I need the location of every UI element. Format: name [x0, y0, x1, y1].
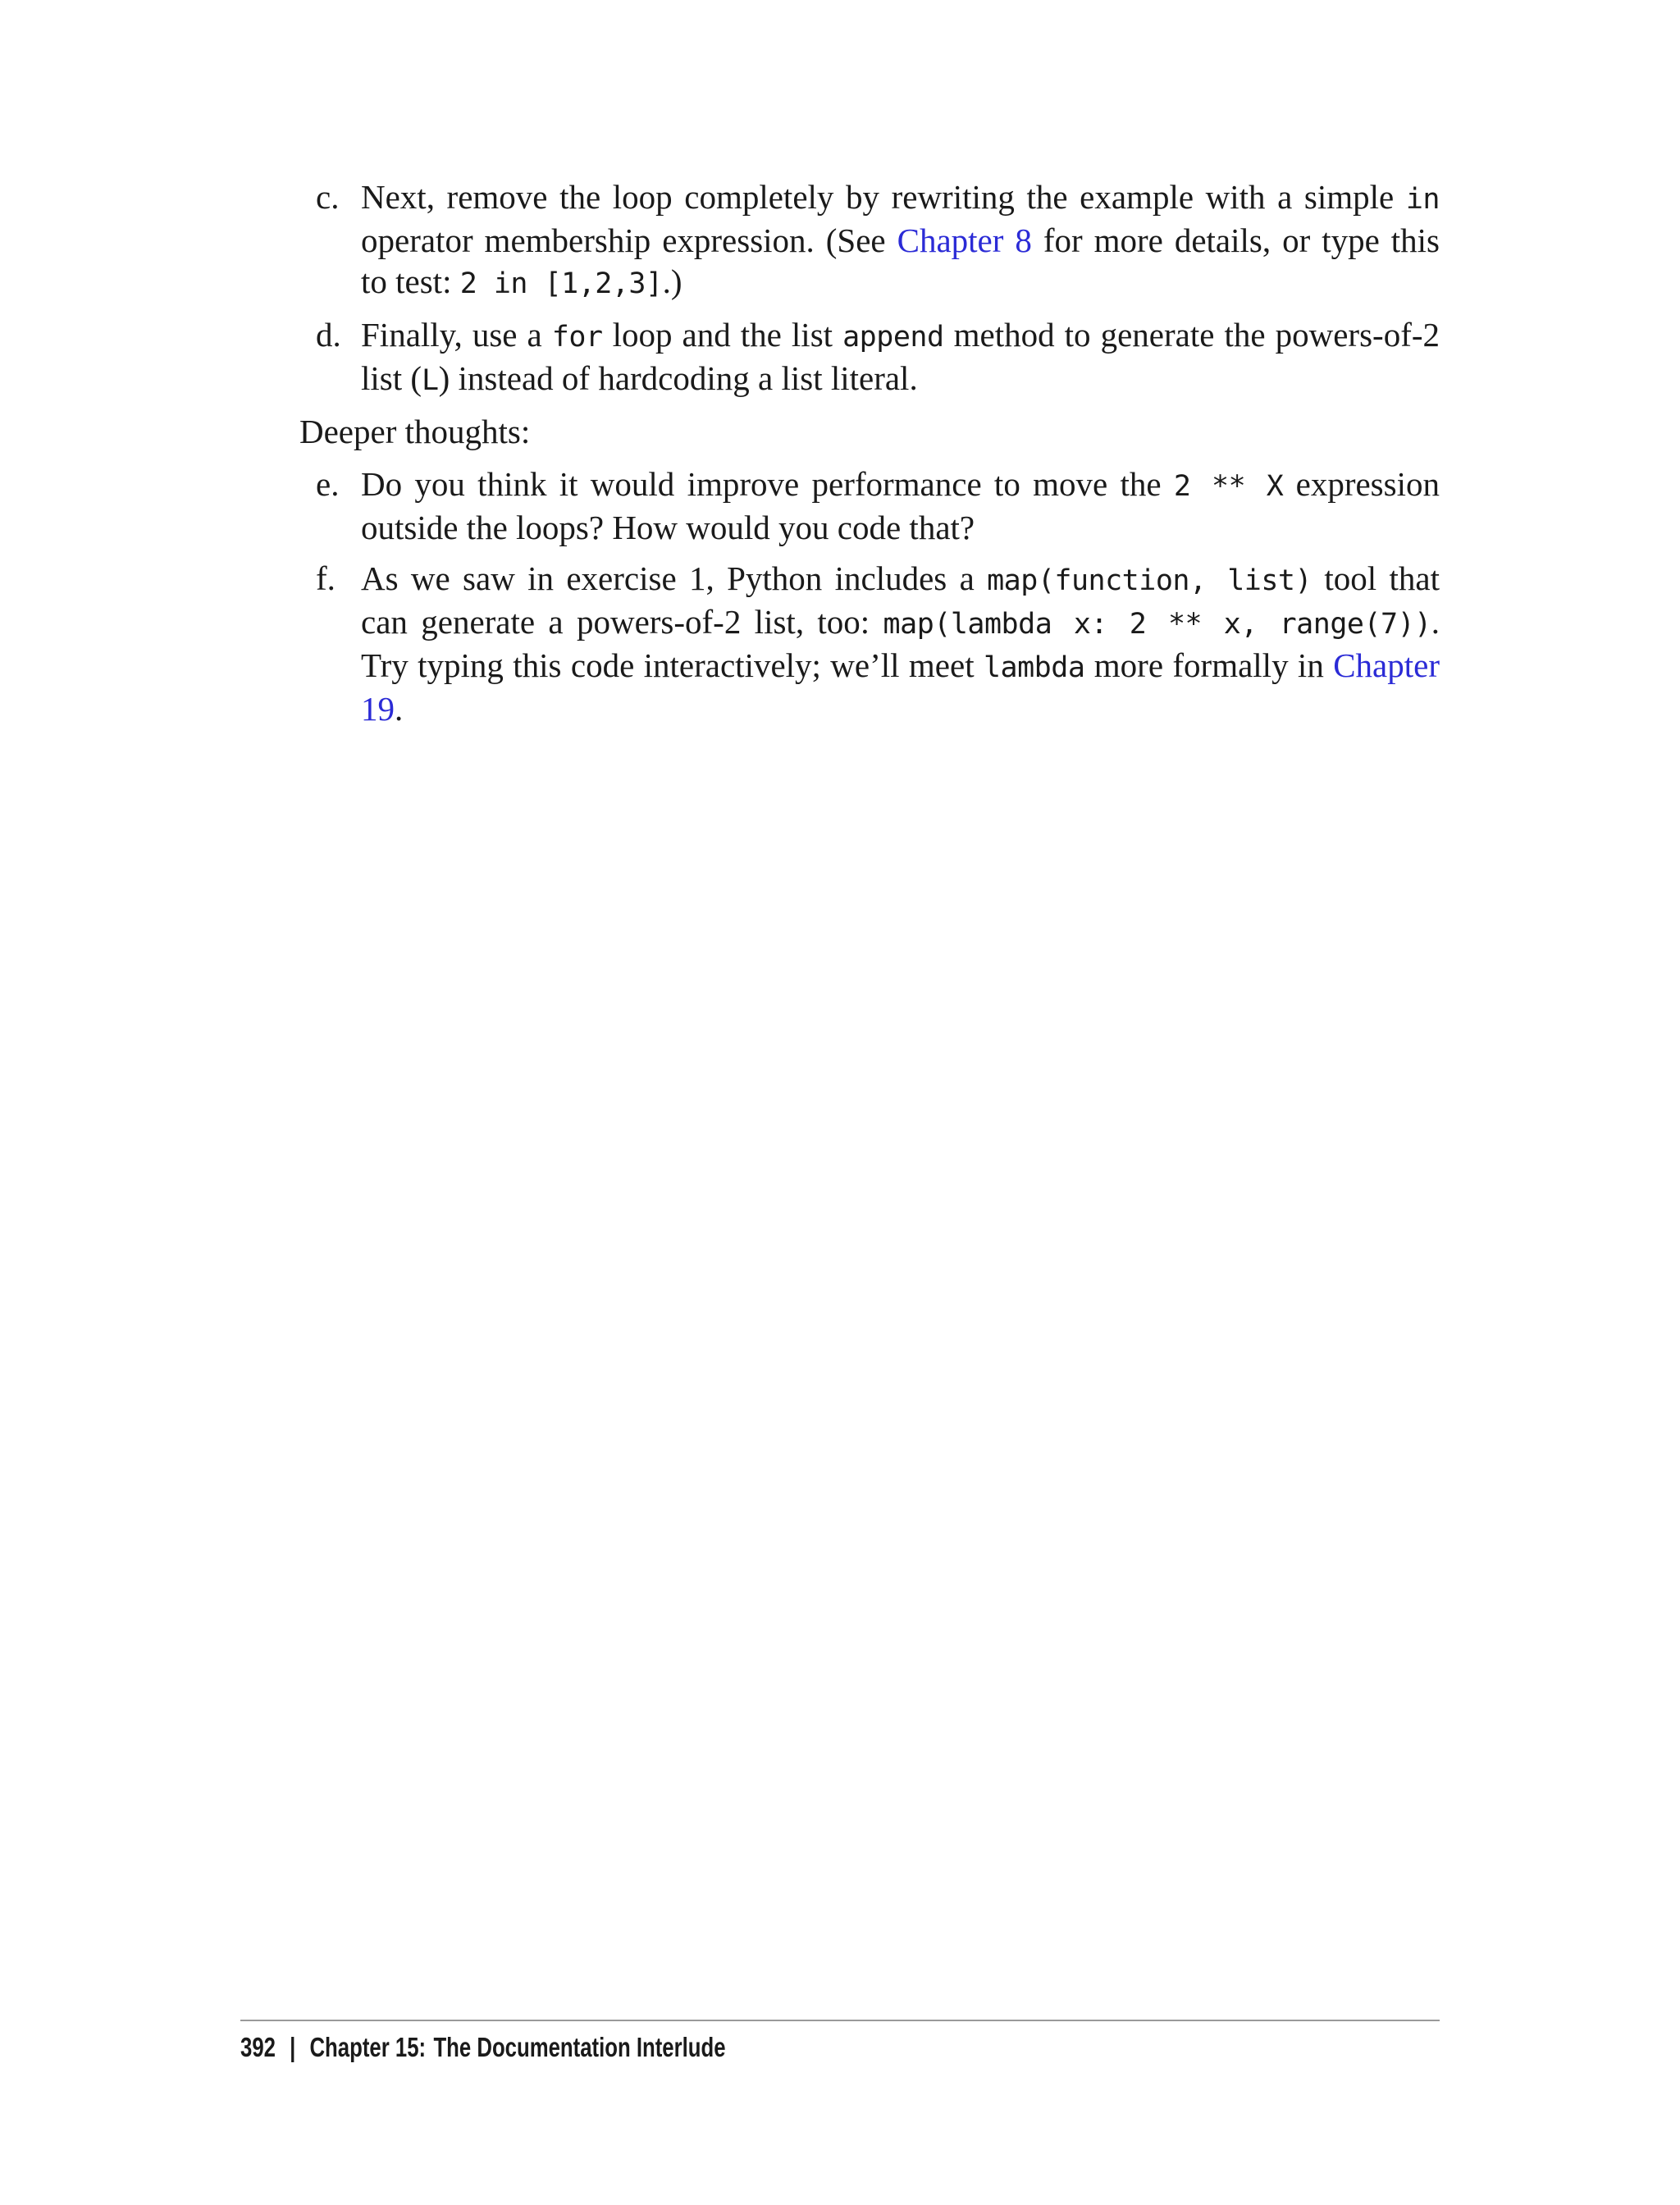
list-item-c [299, 176, 1440, 304]
text-run: ) instead of hardcoding a list literal. [438, 359, 918, 397]
text-run: more formally in [1084, 646, 1334, 684]
text-run: Finally, use a [361, 316, 552, 354]
inline-code: in [1405, 183, 1440, 216]
footer-divider [240, 2020, 1440, 2021]
text-run: As we saw in exercise 1, Python includes a [361, 559, 988, 597]
inline-code: map(lambda x: 2 ** x, range(7)) [883, 608, 1431, 641]
page-content [299, 176, 1440, 739]
inline-code: append [842, 321, 944, 354]
list-marker: e. [316, 465, 340, 503]
list-item-text [361, 558, 1440, 729]
list-item-text [361, 314, 1440, 401]
page-number: 392 [240, 2032, 276, 2062]
text-run: Do you think it would improve performance to move the [361, 465, 1174, 503]
inline-code: for [551, 321, 603, 354]
list-item-d [299, 314, 1440, 401]
list-marker: d. [316, 316, 341, 354]
list-item-e [299, 463, 1440, 548]
inline-code: 2 ** X [1173, 470, 1284, 503]
text-run: . [395, 690, 404, 728]
text-run: for more details, or type this to test: [361, 221, 1440, 300]
list-item-f [299, 558, 1440, 729]
list-item-text [361, 176, 1440, 304]
list-item-text [361, 463, 1440, 548]
chapter-8-link[interactable]: Chapter 8 [897, 221, 1032, 259]
text-run: loop and the list [602, 316, 843, 354]
chapter-label: Chapter 15: [309, 2032, 427, 2062]
page-footer [240, 2031, 726, 2064]
deeper-thoughts-heading: Deeper thoughts: [299, 413, 531, 450]
chapter-19-link[interactable]: Chapter 19 [361, 646, 1440, 728]
text-run: . Try typing this code interactively; we’ll meet [361, 603, 1440, 684]
inline-code: 2 in [1,2,3] [459, 267, 663, 300]
inline-code: L [422, 364, 439, 397]
text-run: operator membership expression. (See [361, 221, 897, 259]
chapter-title: The Documentation Interlude [433, 2032, 726, 2062]
inline-code: map(function, list) [987, 564, 1312, 597]
list-marker: f. [316, 559, 336, 597]
list-marker: c. [316, 178, 340, 216]
text-run: Next, remove the loop completely by rewriting the example with a simple [361, 178, 1406, 216]
text-run: tool that can generate a powers-of-2 list, too: [361, 559, 1440, 641]
inline-code: lambda [983, 651, 1085, 684]
text-run: expression outside the loops? How would you code that? [361, 465, 1440, 546]
footer-separator: | [290, 2032, 296, 2062]
text-run: method to generate the powers-of-2 list ( [361, 316, 1440, 397]
text-run: .) [662, 262, 682, 300]
